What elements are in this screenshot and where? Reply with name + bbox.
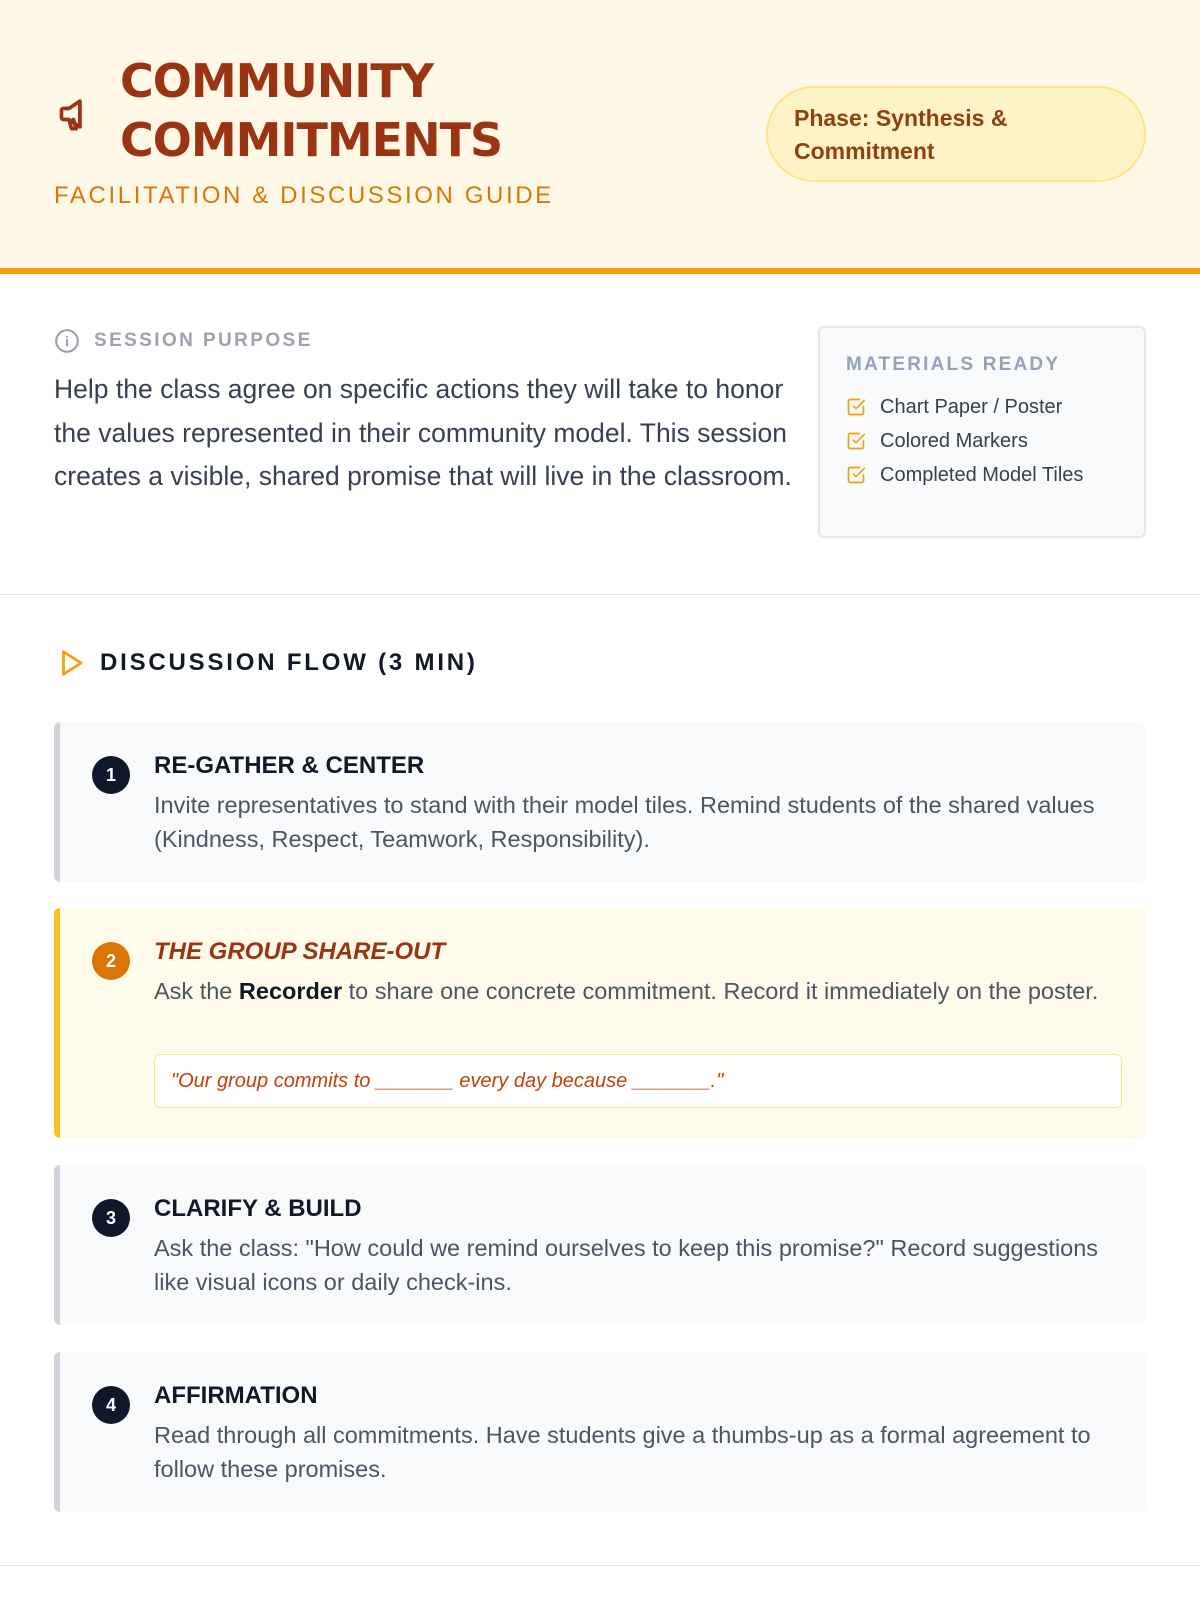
step-description-text: to share one concrete commitment. Record it immediately on the poster. <box>342 978 1099 1004</box>
materials-card <box>818 326 1146 538</box>
step-description-text: Ask the <box>154 978 239 1004</box>
flow-step-3 <box>54 1165 1146 1325</box>
page-title <box>120 52 680 170</box>
step-title: CLARIFY & BUILD <box>154 1195 362 1222</box>
step-title: RE-GATHER & CENTER <box>154 752 425 779</box>
step-title: THE GROUP SHARE-OUT <box>154 938 446 965</box>
materials-item <box>846 424 1118 458</box>
checkbox-checked-icon <box>846 465 866 485</box>
commitment-sentence-frame: "Our group commits to _______ every day because _______." <box>154 1054 1122 1108</box>
title-line-1: COMMUNITY <box>120 54 434 108</box>
play-icon <box>56 648 86 678</box>
materials-item-label: Chart Paper / Poster <box>880 396 1063 418</box>
session-purpose-label-text: SESSION PURPOSE <box>94 330 313 351</box>
materials-item-label: Completed Model Tiles <box>880 464 1084 486</box>
checkbox-checked-icon <box>846 431 866 451</box>
materials-item-label: Colored Markers <box>880 430 1028 452</box>
megaphone-icon <box>56 92 100 136</box>
session-purpose-text: Help the class agree on specific actions they will take to honor the values represented in their community model. This session creates a visible, shared promise that will live in the classroom. <box>54 374 792 491</box>
step-number-badge: 1 <box>92 756 130 794</box>
materials-item <box>846 458 1118 492</box>
flow-step-2 <box>54 908 1146 1138</box>
section-divider <box>0 594 1200 595</box>
info-icon <box>54 328 80 354</box>
step-description <box>154 974 1124 1008</box>
discussion-flow-heading <box>56 648 478 678</box>
step-number-badge: 3 <box>92 1199 130 1237</box>
step-description: Ask the class: "How could we remind ourselves to keep this promise?" Record suggestions like visual icons or daily check-ins. <box>154 1235 1099 1295</box>
section-divider <box>0 1565 1200 1566</box>
materials-title: MATERIALS READY <box>846 354 1061 375</box>
page-subtitle: FACILITATION & DISCUSSION GUIDE <box>54 182 554 209</box>
materials-item <box>846 390 1118 424</box>
step-description: Invite representatives to stand with their model tiles. Remind students of the shared values (Kindness, Respect, Teamwork, Responsibility). <box>154 792 1095 852</box>
step-description: Read through all commitments. Have students give a thumbs-up as a formal agreement to follow these promises. <box>154 1422 1091 1482</box>
title-line-2: COMMITMENTS <box>120 113 503 167</box>
step-title: AFFIRMATION <box>154 1382 318 1409</box>
step-number-badge: 2 <box>92 942 130 980</box>
discussion-flow-heading-text: DISCUSSION FLOW (3 MIN) <box>100 649 478 676</box>
checkbox-checked-icon <box>846 397 866 417</box>
page-header <box>0 0 1200 274</box>
session-purpose-label <box>54 328 313 354</box>
materials-list <box>846 390 1118 492</box>
recorder-role: Recorder <box>238 978 343 1004</box>
step-number-badge: 4 <box>92 1386 130 1424</box>
flow-step-1 <box>54 722 1146 882</box>
phase-badge: Phase: Synthesis & Commitment <box>766 86 1146 182</box>
flow-step-4 <box>54 1352 1146 1512</box>
